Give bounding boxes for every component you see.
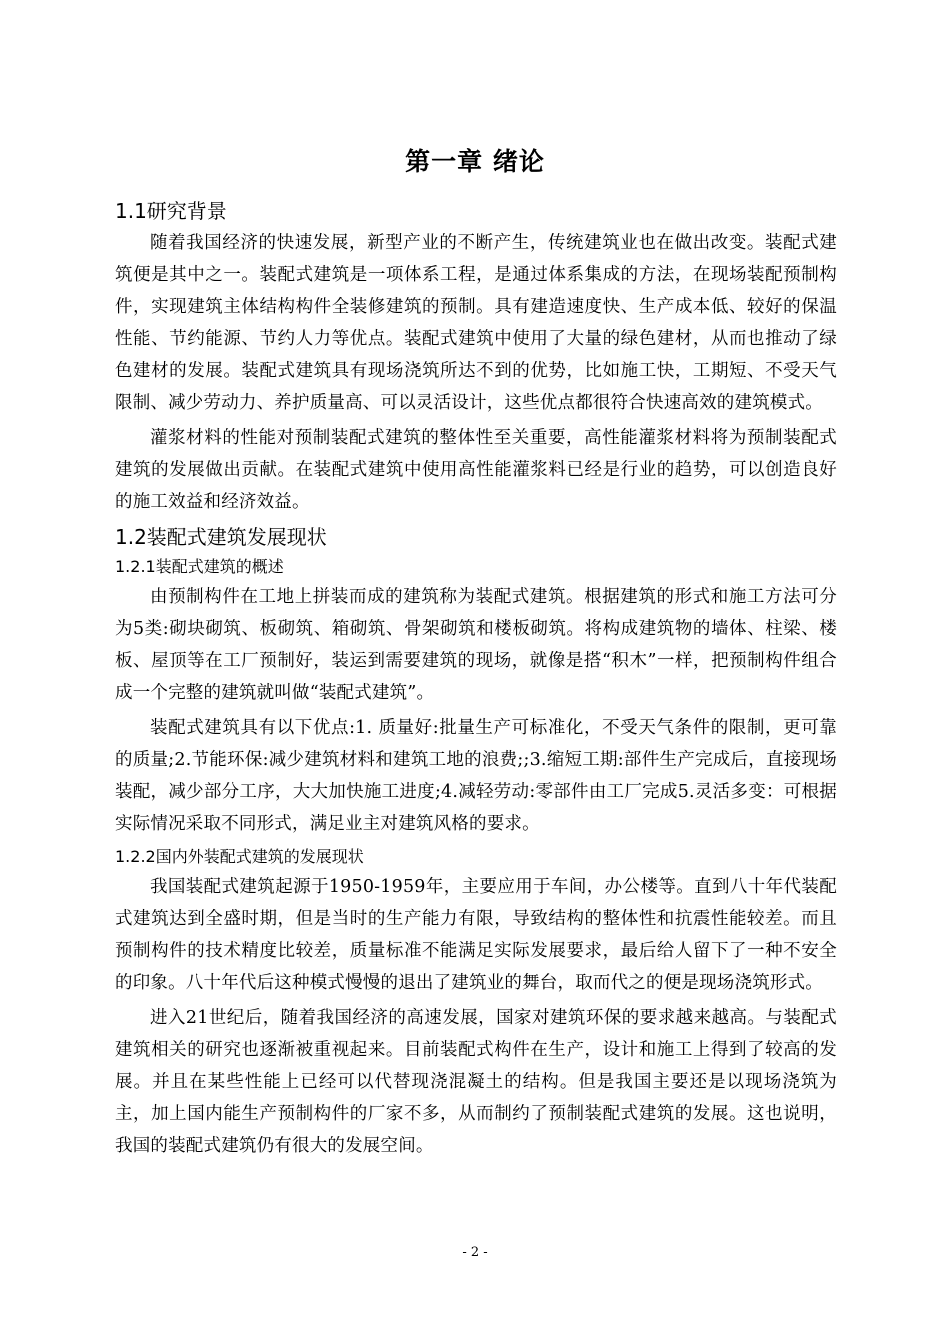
document-body	[115, 195, 837, 1165]
subsection-heading-1-2-2: 1.2.2国内外装配式建筑的发展现状	[115, 847, 364, 866]
section-heading-1-2: 1.2装配式建筑发展现状	[115, 525, 327, 549]
section-heading-1-1: 1.1研究背景	[115, 199, 227, 223]
subsection-heading-1-2-1: 1.2.1装配式建筑的概述	[115, 557, 284, 576]
page-number: - 2 -	[462, 1245, 488, 1260]
paragraph: 由预制构件在工地上拼装而成的建筑称为装配式建筑。根据建筑的形式和施工方法可分为5类:砌块砌筑、板砌筑、箱砌筑、骨架砌筑和楼板砌筑。将构成建筑物的墙体、柱梁、楼板、屋顶等在工厂预制好，装运到需要建筑的现场，就像是搭“积木”一样，把预制构件组合成一个完整的建筑就叫做“装配式建筑”。	[115, 587, 837, 703]
paragraph: 灌浆材料的性能对预制装配式建筑的整体性至关重要，高性能灌浆材料将为预制装配式建筑的发展做出贡献。在装配式建筑中使用高性能灌浆料已经是行业的趋势，可以创造良好的施工效益和经济效益。	[115, 428, 837, 512]
paragraph: 我国装配式建筑起源于1950-1959年，主要应用于车间，办公楼等。直到八十年代装配式建筑达到全盛时期，但是当时的生产能力有限，导致结构的整体性和抗震性能较差。而且预制构件的技术精度比较差，质量标准不能满足实际发展要求，最后给人留下了一种不安全的印象。八十年代后这种模式慢慢的退出了建筑业的舞台，取而代之的便是现场浇筑形式。	[115, 877, 837, 993]
chapter-title: 第一章 绪论	[405, 147, 545, 176]
paragraph: 随着我国经济的快速发展，新型产业的不断产生，传统建筑业也在做出改变。装配式建筑便是其中之一。装配式建筑是一项体系工程，是通过体系集成的方法，在现场装配预制构件，实现建筑主体结构构件全装修建筑的预制。具有建造速度快、生产成本低、较好的保温性能、节约能源、节约人力等优点。装配式建筑中使用了大量的绿色建材，从而也推动了绿色建材的发展。装配式建筑具有现场浇筑所达不到的优势，比如施工快，工期短、不受天气限制、减少劳动力、养护质量高、可以灵活设计，这些优点都很符合快速高效的建筑模式。	[115, 233, 837, 413]
paragraph: 进入21世纪后，随着我国经济的高速发展，国家对建筑环保的要求越来越高。与装配式建筑相关的研究也逐渐被重视起来。目前装配式构件在生产，设计和施工上得到了较高的发展。并且在某些性能上已经可以代替现浇混凝土的结构。但是我国主要还是以现场浇筑为主，加上国内能生产预制构件的厂家不多，从而制约了预制装配式建筑的发展。这也说明，我国的装配式建筑仍有很大的发展空间。	[115, 1008, 837, 1156]
paragraph: 装配式建筑具有以下优点:1. 质量好:批量生产可标准化，不受天气条件的限制，更可靠的质量;2.节能环保:减少建筑材料和建筑工地的浪费;;3.缩短工期:部件生产完成后，直接现场装配，减少部分工序，大大加快施工进度;4.减轻劳动:零部件由工厂完成5.灵活多变：可根据实际情况采取不同形式，满足业主对建筑风格的要求。	[115, 718, 837, 834]
